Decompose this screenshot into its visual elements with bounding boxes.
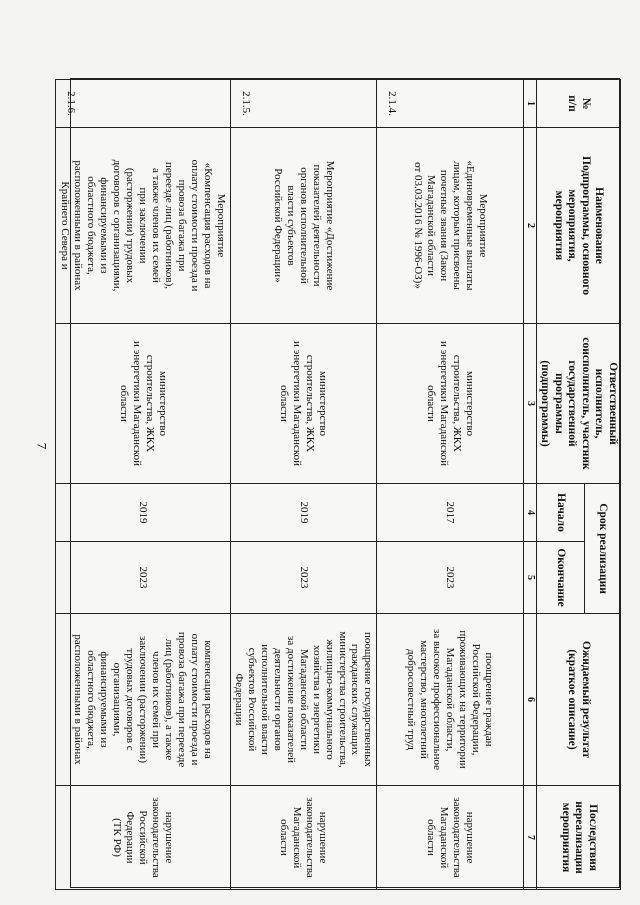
column-index: 5 <box>523 542 536 614</box>
row-number: 2.1.4. <box>376 80 523 128</box>
table-row <box>376 80 523 890</box>
document-table-frame <box>59 78 620 888</box>
row-expected-result: поощрение государственных гражданских служащих министерства строительства, жилищно-коммунального хозяйства и энергетики Магаданской области за достижение показателей деятельности органов исполнительной власти субъектов Российской Федерации <box>230 614 376 786</box>
header-executor: Ответственный исполнитель, соисполнитель, участник государственной программы (подпрограммы) <box>536 324 620 484</box>
header-period: Срок реализации <box>584 484 620 614</box>
rotated-table-container <box>59 79 621 889</box>
column-index: 1 <box>523 80 536 128</box>
row-start-year: 2017 <box>376 484 523 542</box>
row-start-year: 2019 <box>230 484 376 542</box>
column-index: 3 <box>523 324 536 484</box>
header-consequences: Последствия нереализации мероприятия <box>536 786 620 890</box>
row-executor: министерство строительства, ЖКХ и энергетики Магаданской области <box>230 324 376 484</box>
program-activities-table <box>55 79 621 890</box>
column-index-row <box>523 80 536 890</box>
row-end-year: 2023 <box>376 542 523 614</box>
table-row <box>230 80 376 890</box>
row-number: 2.1.5. <box>230 80 376 128</box>
row-number: 2.1.6. <box>55 80 230 128</box>
row-executor: министерство строительства, ЖКХ и энергетики Магаданской области <box>376 324 523 484</box>
row-consequences: нарушение законодательства Магаданской области <box>376 786 523 890</box>
row-consequences: нарушение законодательства Магаданской области <box>230 786 376 890</box>
row-end-year: 2023 <box>230 542 376 614</box>
row-activity-name: Мероприятие «Достижение показателей деятельности органов исполнительной власти субъектов Российской Федерации» <box>230 128 376 324</box>
header-row <box>584 80 620 890</box>
column-index: 4 <box>523 484 536 542</box>
header-start: Начало <box>536 484 584 542</box>
column-index: 2 <box>523 128 536 324</box>
column-index: 7 <box>523 786 536 890</box>
row-consequences: нарушение законодательства Российской Федерации (ТК РФ) <box>55 786 230 890</box>
header-result: Ожидаемый результат (краткое описание) <box>536 614 620 786</box>
header-num: № п/п <box>536 80 620 128</box>
row-activity-name: Мероприятие «Единовременные выплаты лицам, которым присвоены почетные звания (Закон Магаданской области от 03.03.2016 № 1996-ОЗ)» <box>376 128 523 324</box>
row-start-year: 2019 <box>55 484 230 542</box>
row-end-year: 2023 <box>55 542 230 614</box>
row-expected-result: компенсация расходов на оплату стоимости проезда и провоза багажа при переезде лиц (работников), а также членов их семей при заключении (расторжении) трудовых договоров с организациями, финансируемыми из областного бюджета, расположенными в районах <box>55 614 230 786</box>
column-index: 6 <box>523 614 536 786</box>
header-end: Окончание <box>536 542 584 614</box>
row-executor: министерство строительства, ЖКХ и энергетики Магаданской области <box>55 324 230 484</box>
page-number: 7 <box>34 442 50 450</box>
row-expected-result: поощрение граждан Российской Федерации, проживающих на территории Магаданской области, за высокое профессиональное мастерство, многолетний добросовестный труд <box>376 614 523 786</box>
row-activity-name: Мероприятие «Компенсация расходов на оплату стоимости проезда и провоза багажа при переезде лиц (работников), а также членов их семей при заключении (расторжении) трудовых договоров с организациями, финансируемыми из областного бюджета, расположенными в районах Крайнего Севера и <box>55 128 230 324</box>
header-name: Наименование Подпрограммы, основного мероприятия, мероприятия <box>536 128 620 324</box>
table-row <box>55 80 230 890</box>
